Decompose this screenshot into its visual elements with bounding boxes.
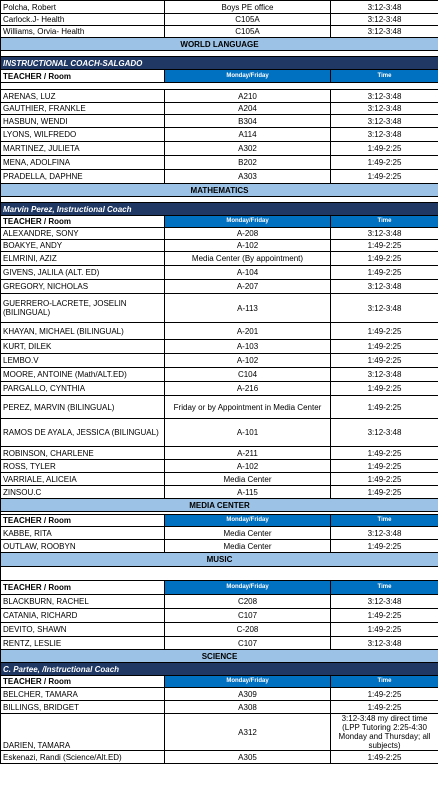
teacher-room-header: TEACHER / Room [1, 515, 165, 527]
coach-row [1, 57, 438, 70]
room: A-115 [165, 486, 331, 499]
table-row [1, 240, 438, 252]
teacher-name: PARGALLO, CYNTHIA [1, 382, 165, 396]
teacher-name: GUERRERO-LACRETE, JOSELIN (BILINGUAL) [1, 294, 165, 323]
time: 3:12-3:48 [331, 595, 438, 609]
room: A312 [165, 714, 331, 751]
room: A-102 [165, 354, 331, 368]
column-header-row [1, 216, 438, 228]
table-row [1, 280, 438, 294]
room: Friday or by Appointment in Media Center [165, 396, 331, 419]
room: A-104 [165, 266, 331, 280]
time: 1:49-2:25 [331, 266, 438, 280]
time: 3:12-3:48 [331, 527, 438, 540]
room: A210 [165, 90, 331, 103]
table-row [1, 447, 438, 460]
table-row [1, 26, 438, 38]
teacher-name: CATANIA, RICHARD [1, 609, 165, 623]
room: A-102 [165, 240, 331, 252]
teacher-name: BOAKYE, ANDY [1, 240, 165, 252]
room: C107 [165, 637, 331, 650]
table-row [1, 419, 438, 447]
time: 1:49-2:25 [331, 323, 438, 340]
spacer-row [1, 567, 438, 581]
table-row [1, 637, 438, 650]
days-header: Monday/Friday [165, 676, 331, 688]
teacher-name: DEVITO, SHAWN [1, 623, 165, 637]
room: A-103 [165, 340, 331, 354]
room: C208 [165, 595, 331, 609]
time: 3:12-3:48 [331, 103, 438, 115]
room: C105A [165, 26, 331, 38]
teacher-name: MOORE, ANTOINE (Math/ALT.ED) [1, 368, 165, 382]
teacher-name: KURT, DILEK [1, 340, 165, 354]
table-row [1, 115, 438, 128]
teacher-name: PEREZ, MARVIN (BILINGUAL) [1, 396, 165, 419]
room: Media Center [165, 473, 331, 486]
time: 3:12-3:48 [331, 419, 438, 447]
coach-label: INSTRUCTIONAL COACH-SALGADO [1, 57, 438, 70]
teacher-name: DARIEN, TAMARA [1, 714, 165, 751]
time: 1:49-2:25 [331, 701, 438, 714]
section-title: WORLD LANGUAGE [1, 38, 438, 51]
coach-label: C. Partee, /Instructional Coach [1, 663, 438, 676]
teacher-name: ZINSOU.C [1, 486, 165, 499]
room: A-102 [165, 460, 331, 473]
table-row [1, 266, 438, 280]
teacher-room-header: TEACHER / Room [1, 70, 165, 83]
time: 1:49-2:25 [331, 540, 438, 553]
time: 3:12-3:48 [331, 368, 438, 382]
teacher-name: Williams, Orvia- Health [1, 26, 165, 38]
time: 3:12-3:48 [331, 26, 438, 38]
teacher-name: KHAYAN, MICHAEL (BILINGUAL) [1, 323, 165, 340]
room: A204 [165, 103, 331, 115]
time: 3:12-3:48 [331, 128, 438, 142]
section-title: MEDIA CENTER [1, 499, 438, 512]
room: A309 [165, 688, 331, 701]
table-row [1, 540, 438, 553]
teacher-name: GIVENS, JALILA (ALT. ED) [1, 266, 165, 280]
table-row [1, 90, 438, 103]
time: 3:12-3:48 [331, 294, 438, 323]
room: Media Center [165, 540, 331, 553]
table-row [1, 228, 438, 240]
table-row [1, 382, 438, 396]
time: 1:49-2:25 [331, 447, 438, 460]
room: B202 [165, 156, 331, 170]
teacher-name: RAMOS DE AYALA, JESSICA (BILINGUAL) [1, 419, 165, 447]
table-row [1, 486, 438, 499]
teacher-name: PRADELLA, DAPHNE [1, 170, 165, 184]
time: 1:49-2:25 [331, 170, 438, 184]
time-header: Time [331, 216, 438, 228]
table-row [1, 14, 438, 26]
time: 1:49-2:25 [331, 623, 438, 637]
teacher-name: Eskenazi, Randi (Science/Alt.ED) [1, 751, 165, 764]
time-header: Time [331, 676, 438, 688]
room: A-211 [165, 447, 331, 460]
table-row [1, 714, 438, 751]
column-header-row [1, 676, 438, 688]
room: C104 [165, 368, 331, 382]
table-row [1, 595, 438, 609]
days-header: Monday/Friday [165, 515, 331, 527]
table-row [1, 354, 438, 368]
room: A308 [165, 701, 331, 714]
table-row [1, 396, 438, 419]
table-row [1, 103, 438, 115]
room: Media Center [165, 527, 331, 540]
time: 3:12-3:48 [331, 90, 438, 103]
spacer [1, 567, 438, 581]
table-row [1, 701, 438, 714]
time: 1:49-2:25 [331, 354, 438, 368]
room: Boys PE office [165, 1, 331, 14]
section-title: MUSIC [1, 553, 438, 567]
section-heading-row [1, 553, 438, 567]
time: 1:49-2:25 [331, 751, 438, 764]
room: A-216 [165, 382, 331, 396]
room: C-208 [165, 623, 331, 637]
days-header: Monday/Friday [165, 70, 331, 83]
time-header: Time [331, 70, 438, 83]
teacher-name: BLACKBURN, RACHEL [1, 595, 165, 609]
time: 1:49-2:25 [331, 396, 438, 419]
time: 1:49-2:25 [331, 609, 438, 623]
room: A302 [165, 142, 331, 156]
time: 1:49-2:25 [331, 382, 438, 396]
table-row [1, 323, 438, 340]
teacher-name: KABBE, RITA [1, 527, 165, 540]
time: 1:49-2:25 [331, 486, 438, 499]
teacher-name: LYONS, WILFREDO [1, 128, 165, 142]
teacher-name: OUTLAW, ROOBYN [1, 540, 165, 553]
time: 3:12-3:48 my direct time (LPP Tutoring 2:25-4:30 Monday and Thursday; all subjects) [331, 714, 438, 751]
column-header-row [1, 581, 438, 595]
column-header-row [1, 515, 438, 527]
teacher-name: VARRIALE, ALICEIA [1, 473, 165, 486]
table-row [1, 156, 438, 170]
room: C105A [165, 14, 331, 26]
table-row [1, 527, 438, 540]
table-row [1, 473, 438, 486]
table-row [1, 128, 438, 142]
teacher-name: BILLINGS, BRIDGET [1, 701, 165, 714]
table-row [1, 609, 438, 623]
room: A-113 [165, 294, 331, 323]
room: B304 [165, 115, 331, 128]
time: 3:12-3:48 [331, 637, 438, 650]
table-row [1, 170, 438, 184]
room: Media Center (By appointment) [165, 252, 331, 266]
time: 1:49-2:25 [331, 156, 438, 170]
days-header: Monday/Friday [165, 216, 331, 228]
room: A-101 [165, 419, 331, 447]
section-heading-row [1, 650, 438, 663]
teacher-name: ARENAS, LUZ [1, 90, 165, 103]
coach-row [1, 663, 438, 676]
section-heading-row [1, 184, 438, 197]
time: 3:12-3:48 [331, 1, 438, 14]
section-title: SCIENCE [1, 650, 438, 663]
table-row [1, 751, 438, 764]
time: 3:12-3:48 [331, 280, 438, 294]
table-row [1, 1, 438, 14]
time: 3:12-3:48 [331, 115, 438, 128]
room: A-208 [165, 228, 331, 240]
table-row [1, 340, 438, 354]
coach-label: Marvin Perez, Instructional Coach [1, 203, 438, 216]
time: 1:49-2:25 [331, 688, 438, 701]
time-header: Time [331, 515, 438, 527]
room: A303 [165, 170, 331, 184]
column-header-row [1, 70, 438, 83]
time: 1:49-2:25 [331, 240, 438, 252]
table-row [1, 368, 438, 382]
teacher-name: MENA, ADOLFINA [1, 156, 165, 170]
table-row [1, 460, 438, 473]
teacher-name: HASBUN, WENDI [1, 115, 165, 128]
teacher-name: BELCHER, TAMARA [1, 688, 165, 701]
time: 1:49-2:25 [331, 460, 438, 473]
time: 1:49-2:25 [331, 340, 438, 354]
time: 1:49-2:25 [331, 252, 438, 266]
coach-row [1, 203, 438, 216]
teacher-name: ELMRINI, AZIZ [1, 252, 165, 266]
teacher-name: ROBINSON, CHARLENE [1, 447, 165, 460]
teacher-name: ROSS, TYLER [1, 460, 165, 473]
room: A-207 [165, 280, 331, 294]
teacher-name: Polcha, Robert [1, 1, 165, 14]
teacher-room-header: TEACHER / Room [1, 216, 165, 228]
time: 1:49-2:25 [331, 142, 438, 156]
teacher-name: GREGORY, NICHOLAS [1, 280, 165, 294]
section-title: MATHEMATICS [1, 184, 438, 197]
teacher-name: ALEXANDRE, SONY [1, 228, 165, 240]
teacher-name: GAUTHIER, FRANKLE [1, 103, 165, 115]
spacer-row [1, 83, 438, 90]
room: A305 [165, 751, 331, 764]
teacher-room-header: TEACHER / Room [1, 676, 165, 688]
table-row [1, 688, 438, 701]
room: A114 [165, 128, 331, 142]
table-row [1, 252, 438, 266]
teacher-room-header: TEACHER / Room [1, 581, 165, 595]
time: 3:12-3:48 [331, 228, 438, 240]
teacher-name: RENTZ, LESLIE [1, 637, 165, 650]
teacher-name: MARTINEZ, JULIETA [1, 142, 165, 156]
table-row [1, 294, 438, 323]
days-header: Monday/Friday [165, 581, 331, 595]
time: 3:12-3:48 [331, 14, 438, 26]
time-header: Time [331, 581, 438, 595]
section-heading-row [1, 499, 438, 512]
room: A-201 [165, 323, 331, 340]
time: 1:49-2:25 [331, 473, 438, 486]
teacher-name: LEMBO.V [1, 354, 165, 368]
teacher-name: Carlock.J- Health [1, 14, 165, 26]
spacer [1, 83, 438, 90]
room: C107 [165, 609, 331, 623]
section-heading-row [1, 38, 438, 51]
table-row [1, 623, 438, 637]
table-row [1, 142, 438, 156]
